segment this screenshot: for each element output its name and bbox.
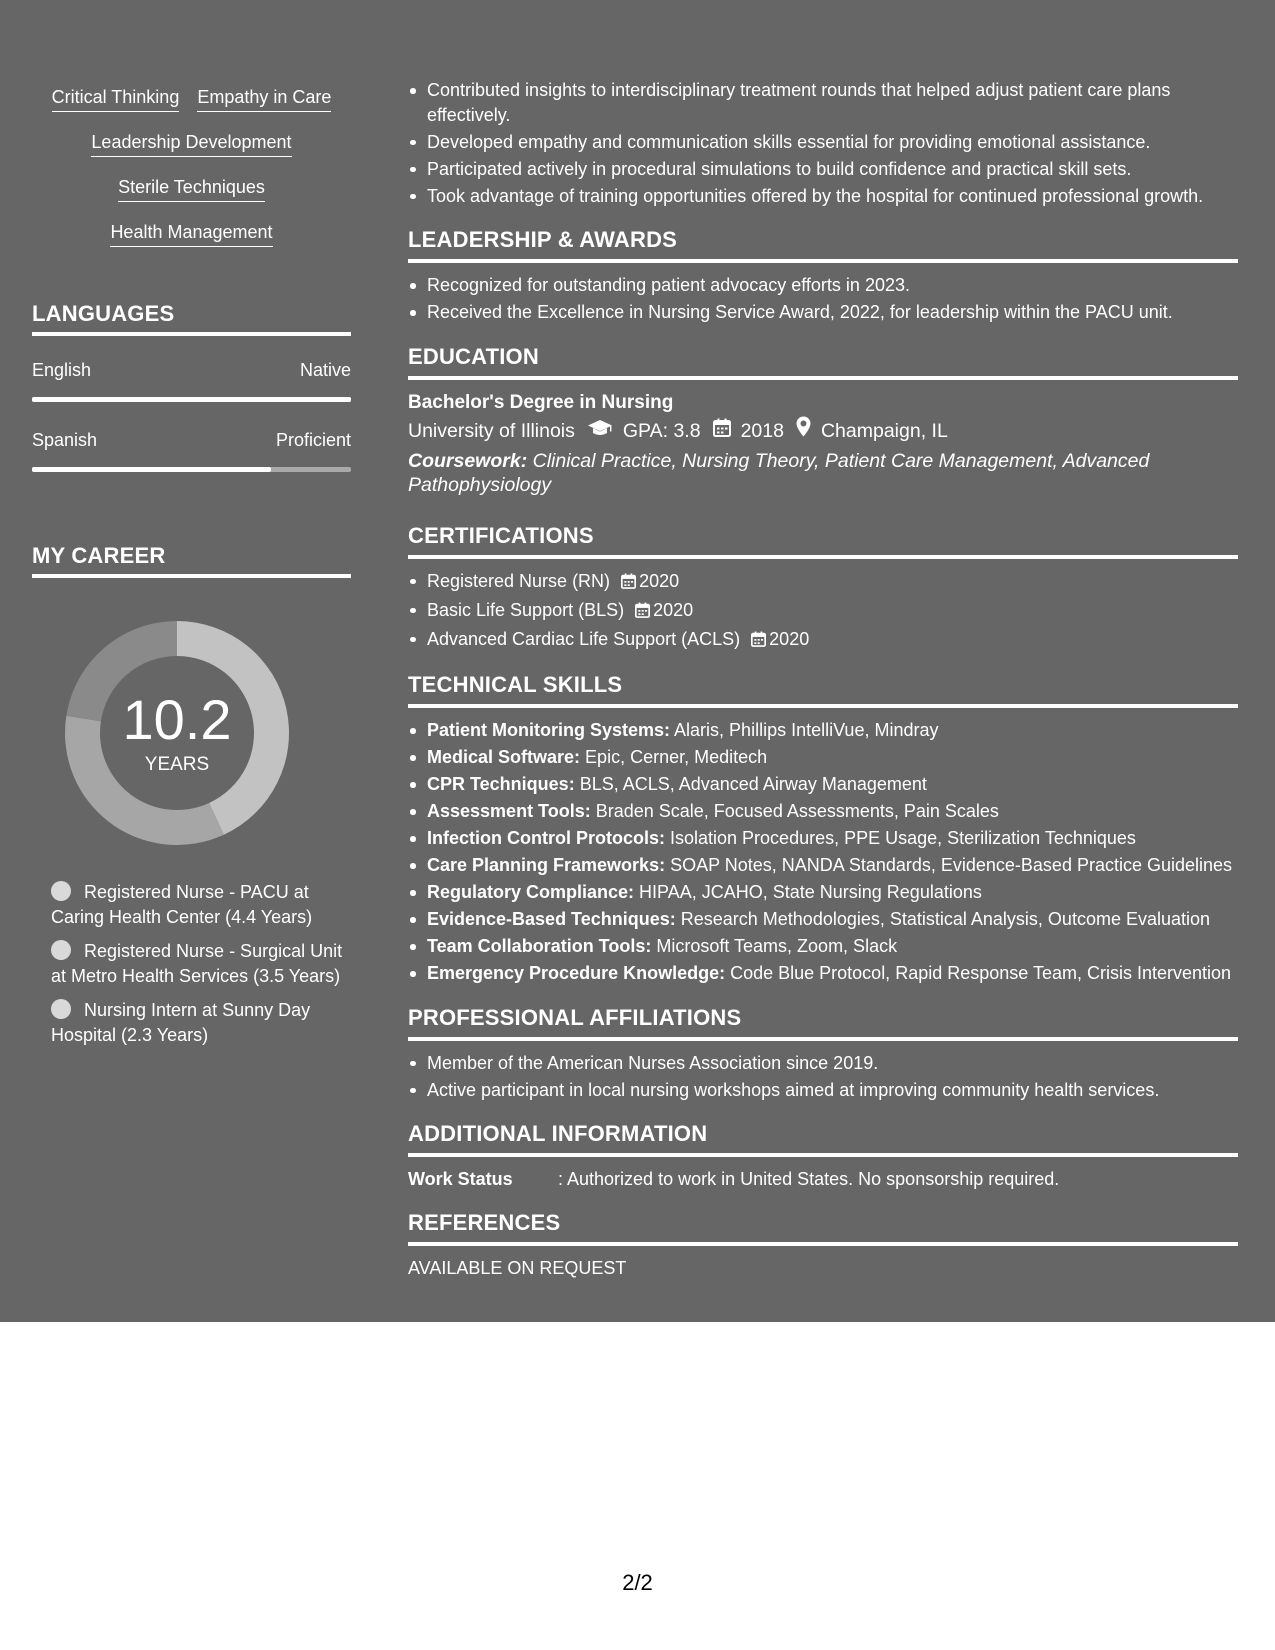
section-rule (408, 1153, 1238, 1157)
career-item (51, 939, 351, 988)
skill-tag: Health Management (110, 220, 272, 247)
skill-category: Medical Software: (427, 747, 581, 767)
certifications-heading: CERTIFICATIONS (408, 522, 594, 548)
main-content (408, 78, 1238, 1280)
education-school: University of Illinois (408, 419, 575, 442)
calendar-icon (751, 629, 766, 654)
certification-year: 2020 (653, 599, 694, 620)
skill-values: HIPAA, JCAHO, State Nursing Regulations (634, 882, 982, 902)
language-level: Proficient (275, 430, 351, 450)
technical-skill-item (408, 880, 1238, 905)
affiliation-item: Active participant in local nursing workshops aimed at improving community health services. (408, 1078, 1238, 1103)
language-level: Native (299, 360, 351, 380)
skill-values: Epic, Cerner, Meditech (580, 747, 768, 767)
education-meta (408, 416, 1238, 446)
skill-values: Isolation Procedures, PPE Usage, Sterilization Techniques (665, 828, 1136, 848)
section-rule (408, 1242, 1238, 1246)
language-english (32, 358, 351, 402)
graduation-cap-icon (587, 416, 613, 446)
certification-name: Advanced Cardiac Life Support (ACLS) (427, 628, 741, 649)
location-pin-icon (796, 416, 811, 446)
skill-category: Regulatory Compliance: (427, 882, 635, 902)
skill-values: BLS, ACLS, Advanced Airway Management (574, 774, 927, 794)
work-status-value: : Authorized to work in United States. No sponsorship required. (558, 1169, 1060, 1189)
language-name: English (32, 360, 92, 380)
experience-bullet: Participated actively in procedural simulations to build confidence and practical skill sets. (408, 157, 1238, 182)
work-status-label: Work Status (408, 1169, 513, 1189)
certification-year: 2020 (639, 570, 680, 591)
certification-year: 2020 (769, 628, 810, 649)
skill-values: Braden Scale, Focused Assessments, Pain Scales (590, 801, 999, 821)
certification-item (408, 627, 1238, 654)
technical-skill-item (408, 718, 1238, 743)
career-heading: MY CAREER (32, 543, 166, 568)
skill-tag: Sterile Techniques (118, 175, 265, 202)
technical-skill-item (408, 934, 1238, 959)
career-rule (32, 574, 351, 578)
certification-name: Registered Nurse (RN) (427, 570, 611, 591)
leadership-item: Recognized for outstanding patient advocacy efforts in 2023. (408, 273, 1238, 298)
technical-skill-item (408, 799, 1238, 824)
languages-rule (32, 332, 351, 336)
skill-values: Microsoft Teams, Zoom, Slack (651, 936, 898, 956)
languages-heading: LANGUAGES (32, 301, 175, 326)
skill-values: Alaris, Phillips IntelliVue, Mindray (670, 720, 939, 740)
skill-category: Infection Control Protocols: (427, 828, 665, 848)
language-spanish (32, 428, 351, 472)
skill-tag: Leadership Development (91, 130, 291, 157)
affiliations-list (408, 1051, 1238, 1103)
experience-bullets (408, 78, 1238, 208)
education-coursework (408, 449, 1238, 498)
career-total-years: 10.2 (122, 688, 232, 751)
certifications-list (408, 569, 1238, 654)
career-item-text: Registered Nurse - Surgical Unit at Metro Health Services (3.5 Years) (51, 941, 343, 986)
skill-tag: Empathy in Care (197, 85, 331, 112)
skill-values: Code Blue Protocol, Rapid Response Team, Crisis Intervention (725, 963, 1232, 983)
skills-list (32, 85, 351, 265)
career-total-label: YEARS (144, 754, 210, 775)
leadership-heading: LEADERSHIP & AWARDS (408, 227, 678, 252)
skill-category: Care Planning Frameworks: (427, 855, 666, 875)
work-status-row (408, 1167, 1238, 1191)
calendar-icon (635, 600, 650, 625)
career-list (51, 880, 351, 1057)
skill-category: Evidence-Based Techniques: (427, 909, 676, 929)
language-name: Spanish (32, 430, 98, 450)
section-rule (408, 1037, 1238, 1041)
language-bar (32, 467, 351, 472)
education-location: Champaign, IL (820, 419, 948, 442)
technical-skills-list (408, 718, 1238, 986)
affiliation-item: Member of the American Nurses Association since 2019. (408, 1051, 1238, 1076)
career-item-text: Registered Nurse - PACU at Caring Health Center (4.4 Years) (51, 882, 313, 927)
page-number: 2/2 (622, 1570, 653, 1595)
coursework-text: Clinical Practice, Nursing Theory, Patient Care Management, Advanced Pathophysiology (408, 449, 1150, 496)
skill-category: Assessment Tools: (427, 801, 591, 821)
section-rule (408, 555, 1238, 559)
technical-skill-item (408, 745, 1238, 770)
technical-skill-item (408, 826, 1238, 851)
career-legend-dot (51, 999, 71, 1019)
references-heading: REFERENCES (408, 1210, 561, 1235)
leadership-list (408, 273, 1238, 325)
career-legend-dot (51, 940, 71, 960)
certification-item (408, 598, 1238, 625)
technical-skill-item (408, 907, 1238, 932)
coursework-label: Coursework: (408, 449, 528, 472)
skill-tag: Critical Thinking (52, 85, 180, 112)
additional-info-heading: ADDITIONAL INFORMATION (408, 1121, 708, 1146)
language-bar-fill (32, 397, 351, 402)
section-rule (408, 376, 1238, 380)
education-year: 2018 (740, 419, 784, 442)
leadership-item: Received the Excellence in Nursing Service Award, 2022, for leadership within the PACU unit. (408, 300, 1238, 325)
experience-bullet: Developed empathy and communication skills essential for providing emotional assistance. (408, 130, 1238, 155)
technical-skill-item (408, 853, 1238, 878)
technical-skills-heading: TECHNICAL SKILLS (408, 672, 623, 697)
career-item (51, 880, 351, 929)
skill-category: Patient Monitoring Systems: (427, 720, 671, 740)
education-heading: EDUCATION (408, 343, 539, 369)
skill-category: CPR Techniques: (427, 774, 575, 794)
education-degree: Bachelor's Degree in Nursing (408, 391, 674, 413)
certification-item (408, 569, 1238, 596)
skill-category: Emergency Procedure Knowledge: (427, 963, 726, 983)
section-rule (408, 259, 1238, 263)
skill-category: Team Collaboration Tools: (427, 936, 652, 956)
career-item-text: Nursing Intern at Sunny Day Hospital (2.3 Years) (51, 1000, 311, 1045)
experience-bullet: Contributed insights to interdisciplinary treatment rounds that helped adjust patient care plans effectively. (408, 78, 1238, 127)
language-bar (32, 397, 351, 402)
section-rule (408, 704, 1238, 708)
career-donut-chart (64, 620, 290, 846)
certification-name: Basic Life Support (BLS) (427, 599, 625, 620)
calendar-icon (621, 571, 636, 596)
career-item (51, 998, 351, 1047)
calendar-icon (713, 416, 731, 446)
education-gpa: GPA: 3.8 (622, 419, 701, 442)
affiliations-heading: PROFESSIONAL AFFILIATIONS (408, 1004, 742, 1030)
skill-values: SOAP Notes, NANDA Standards, Evidence-Based Practice Guidelines (665, 855, 1233, 875)
language-bar-fill (32, 467, 271, 472)
technical-skill-item (408, 772, 1238, 797)
skill-values: Research Methodologies, Statistical Analysis, Outcome Evaluation (675, 909, 1211, 929)
technical-skill-item (408, 961, 1238, 986)
career-legend-dot (51, 881, 71, 901)
experience-bullet: Took advantage of training opportunities offered by the hospital for continued professional growth. (408, 184, 1238, 209)
references-text: AVAILABLE ON REQUEST (408, 1258, 627, 1278)
